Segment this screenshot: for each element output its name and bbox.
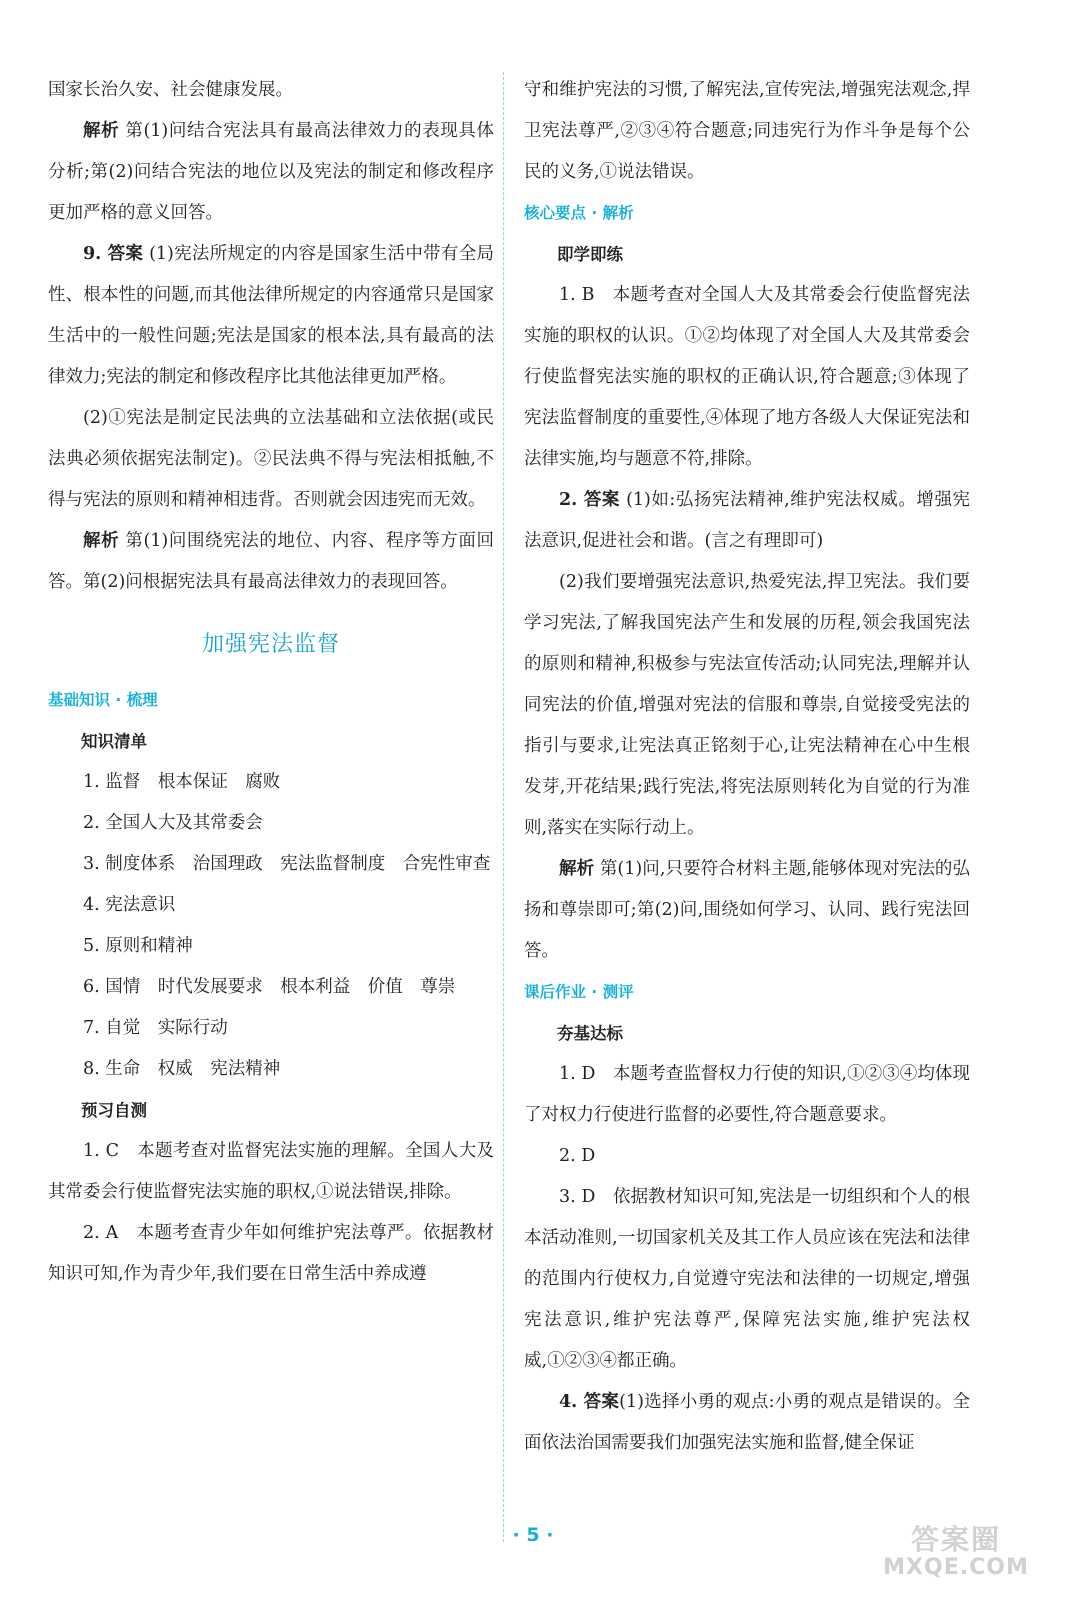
subheading-preview-test: 预习自测 (81, 1101, 147, 1120)
analysis-9-paragraph (48, 521, 494, 603)
answer-9-text: (1)宪法所规定的内容是国家生活中带有全局性、根本性的问题,而其他法律所规定的内容通常只是国家生活中的一般性问题;宪法是国家的根本法,具有最高的法律效力;宪法的制定和修改程序比其他法律更加严格。 (48, 244, 494, 387)
list-item: 7. 自觉 实际行动 (83, 1018, 228, 1038)
right-paragraph-1: 守和维护宪法的习惯,了解宪法,宣传宪法,增强宪法观念,捍卫宪法尊严,②③④符合题意;同违宪行为作斗争是每个公民的义务,①说法错误。 (524, 80, 970, 182)
practice-question-1: 1. B 本题考查对全国人大及其常委会行使监督宪法实施的职权的认识。①②均体现了对全国人大及其常委会行使监督宪法实施的职权的正确认识,符合题意;③体现了宪法监督制度的重要性,④体现了地方各级人大保证宪法和法律实施,均与题意不符,排除。 (524, 285, 970, 469)
answer-4-label: 4. 答案 (559, 1392, 620, 1412)
right-column (524, 70, 970, 1464)
practice-analysis-2 (524, 849, 970, 972)
homework-answer-4 (524, 1382, 970, 1464)
list-item: 2. 全国人大及其常委会 (83, 813, 263, 833)
practice-answer-2-part-2: (2)我们要增强宪法意识,热爱宪法,捍卫宪法。我们要学习宪法,了解我国宪法产生和发展的历程,领会我国宪法的原则和精神,积极参与宪法宣传活动;认同宪法,理解并认同宪法的价值,增强对宪法的信服和尊崇,自觉接受宪法的指引与要求,让宪法真正铭刻于心,让宪法精神在心中生根发芽,开花结果;践行宪法,将宪法原则转化为自觉的行为准则,落实在实际行动上。 (524, 572, 970, 838)
analysis-9-label: 解析 (83, 531, 120, 551)
column-divider (503, 72, 504, 1542)
list-item: 8. 生命 权威 宪法精神 (83, 1059, 281, 1079)
list-item: 3. 制度体系 治国理政 宪法监督制度 合宪性审查 (83, 854, 491, 874)
tag-homework: 课后作业 · 测评 (524, 983, 634, 1001)
answer-9-paragraph (48, 234, 494, 398)
answer-4-text: (1)选择小勇的观点:小勇的观点是错误的。全面依法治国需要我们加强宪法实施和监督,健全保证 (524, 1392, 970, 1453)
watermark-text-bottom: MXQE.COM (883, 1555, 1029, 1580)
analysis-2-text: 第(1)问,只要符合材料主题,能够体现对宪法的弘扬和尊崇即可;第(2)问,围绕如何学习、认同、践行宪法回答。 (524, 859, 970, 961)
list-item: 1. 监督 根本保证 腐败 (83, 772, 281, 792)
list-item: 6. 国情 时代发展要求 根本利益 价值 尊崇 (83, 977, 456, 997)
preview-question-1: 1. C 本题考查对监督宪法实施的理解。全国人大及其常委会行使监督宪法实施的职权,①说法错误,排除。 (48, 1141, 494, 1202)
homework-answer-1: 1. D 本题考查监督权力行使的知识,①②③④均体现了对权力行使进行监督的必要性,符合题意要求。 (524, 1064, 970, 1125)
homework-answer-2: 2. D (559, 1146, 596, 1166)
subheading-foundation: 夯基达标 (557, 1024, 623, 1043)
analysis-paragraph (48, 111, 494, 234)
left-paragraph-1: 国家长治久安、社会健康发展。 (48, 80, 293, 100)
analysis-label: 解析 (83, 121, 120, 141)
homework-answer-3: 3. D 依据教材知识可知,宪法是一切组织和个人的根本活动准则,一切国家机关及其工作人员应该在宪法和法律的范围内行使权力,自觉遵守宪法和法律的一切规定,增强宪法意识,维护宪法尊严,保障宪法实施,维护宪法权威,①②③④都正确。 (524, 1187, 970, 1371)
analysis-text: 第(1)问结合宪法具有最高法律效力的表现具体分析;第(2)问结合宪法的地位以及宪法的制定和修改程序更加严格的意义回答。 (48, 121, 494, 223)
analysis-9-text: 第(1)问围绕宪法的地位、内容、程序等方面回答。第(2)问根据宪法具有最高法律效力的表现回答。 (48, 531, 494, 592)
watermark-logo (876, 1524, 1036, 1582)
answer-9-label: 9. 答案 (83, 244, 144, 264)
list-item: 5. 原则和精神 (83, 936, 193, 956)
analysis-2-label: 解析 (559, 859, 595, 879)
subheading-practice: 即学即练 (557, 245, 623, 264)
practice-answer-2 (524, 480, 970, 562)
answer-2-text: (1)如:弘扬宪法精神,维护宪法权威。增强宪法意识,促进社会和谐。(言之有理即可) (524, 490, 970, 551)
subheading-knowledge-list: 知识清单 (81, 732, 147, 751)
answer-9-part-2: (2)①宪法是制定民法典的立法基础和立法依据(或民法典必须依据宪法制定)。②民法典不得与宪法相抵触,不得与宪法的原则和精神相违背。否则就会因违宪而无效。 (48, 408, 494, 510)
tag-basic-knowledge: 基础知识 · 梳理 (48, 691, 158, 709)
preview-question-2: 2. A 本题考查青少年如何维护宪法尊严。依据教材知识可知,作为青少年,我们要在日常生活中养成遵 (48, 1223, 494, 1284)
watermark-text-top: 答案圈 (910, 1523, 1001, 1556)
section-title: 加强宪法监督 (201, 632, 340, 657)
list-item: 4. 宪法意识 (83, 895, 176, 915)
answer-2-label: 2. 答案 (559, 490, 620, 510)
tag-core-points: 核心要点 · 解析 (524, 204, 634, 222)
left-column (48, 70, 494, 1295)
page-number: · 5 · (512, 1524, 554, 1546)
